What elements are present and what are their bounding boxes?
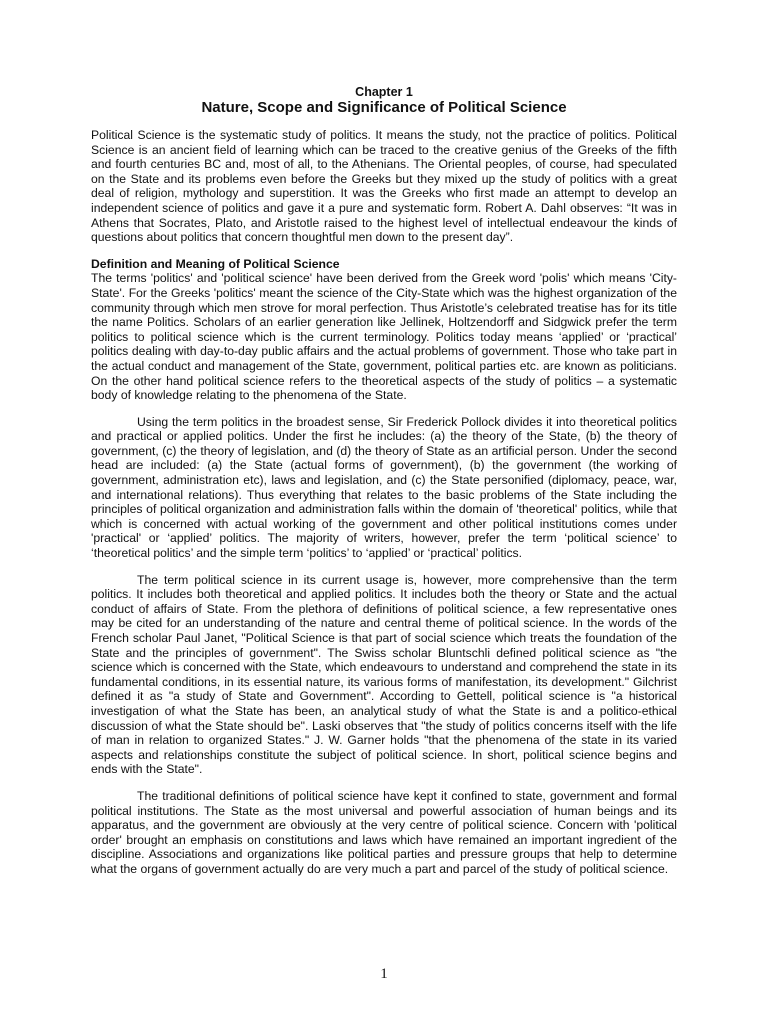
definition-paragraph: The terms 'politics' and 'political science' have been derived from the Greek word 'polis' which means 'City-State'. For the Greeks 'politics' meant the science of the City-State which was the highest organization of the community through which men strove for moral perfection. Thus Aristotle’s celebrated treatise has for its title the name Politics. Scholars of an earlier generation like Jellinek, Holtzendorff and Sidgwick prefer the term politics to political science which is the current terminology. Politics today means ‘applied’ or ‘practical’ politics dealing with day-to-day public affairs and the actual problems of government. Those who take part in the actual conduct and management of the State, government, political parties etc. are known as politicians. On the other hand political science refers to the theoretical aspects of the study of politics – a systematic body of knowledge relating to the phenomena of the State.	[91, 271, 677, 403]
pollock-paragraph: Using the term politics in the broadest sense, Sir Frederick Pollock divides it into theoretical politics and practical or applied politics. Under the first he includes: (a) the theory of the State, (b) the theory of government, (c) the theory of legislation, and (d) the theory of State as an artificial person. Under the second head are included: (a) the State (actual forms of government), (b) the government (the working of government, administration etc), laws and legislation, and (c) the State personified (diplomacy, peace, war, and international relations). Thus everything that relates to the basic problems of the State including the principles of political organization and administration falls within the domain of 'theoretical' politics, while that which is concerned with actual working of the government and other political institutions comes under 'practical' or ‘applied’ politics. The majority of writers, however, prefer the term ‘political science’ to ‘theoretical politics’ and the simple term ‘politics’ to ‘applied’ or ‘practical’ politics.	[91, 414, 677, 561]
intro-paragraph: Political Science is the systematic study of politics. It means the study, not the practice of politics. Political Science is an ancient field of learning which can be traced to the creative genius of the Greeks of the fifth and fourth centuries BC and, most of all, to the Athenians. The Oriental peoples, of course, had speculated on the State and its problems even before the Greeks but they mixed up the study of politics with a great deal of religion, mythology and superstition. It was the Greeks who first made an attempt to develop an independent science of politics and gave it a pure and systematic form. Robert A. Dahl observes: “It was in Athens that Socrates, Plato, and Aristotle raised to the highest level of intellectual endeavour the kinds of questions about politics that concern thoughtful men down to the present day”.	[91, 128, 677, 245]
page-number: 1	[380, 966, 388, 982]
chapter-number: Chapter 1	[355, 85, 413, 99]
chapter-title: Nature, Scope and Significance of Political Science	[201, 99, 567, 116]
traditional-paragraph: The traditional definitions of political science have kept it confined to state, government and formal political institutions. The State as the most universal and powerful association of human beings and its apparatus, and the government are obviously at the very centre of political science. Concern with 'political order' brought an emphasis on constitutions and laws which have remained an important ingredient of the discipline. Associations and organizations like political parties and pressure groups that help to determine what the organs of government actually do are very much a part and parcel of the study of political science.	[91, 788, 677, 876]
section-heading-definition: Definition and Meaning of Political Science	[91, 256, 340, 271]
body-text	[91, 128, 677, 877]
definitions-paragraph: The term political science in its current usage is, however, more comprehensive than the term politics. It includes both theoretical and applied politics. It includes both the theory or State and the actual conduct of affairs of State. From the plethora of definitions of political science, a few representative ones may be cited for an understanding of the nature and central theme of political science. In the words of the French scholar Paul Janet, "Political Science is that part of social science which treats the foundation of the State and the principles of government". The Swiss scholar Bluntschli defined political science as "the science which is concerned with the State, which endeavours to understand and comprehend the state in its fundamental conditions, in its essential nature, its various forms of manifestation, its development." Gilchrist defined it as "a study of State and Government". According to Gettell, political science is "a historical investigation of what the State has been, an analytical study of what the State is and a politico-ethical discussion of what the State should be". Laski observes that "the study of politics concerns itself with the life of man in relation to organized States." J. W. Garner holds "that the phenomena of the state in its varied aspects and relationships constitute the subject of political science. In short, political science begins and ends with the State".	[91, 572, 677, 777]
